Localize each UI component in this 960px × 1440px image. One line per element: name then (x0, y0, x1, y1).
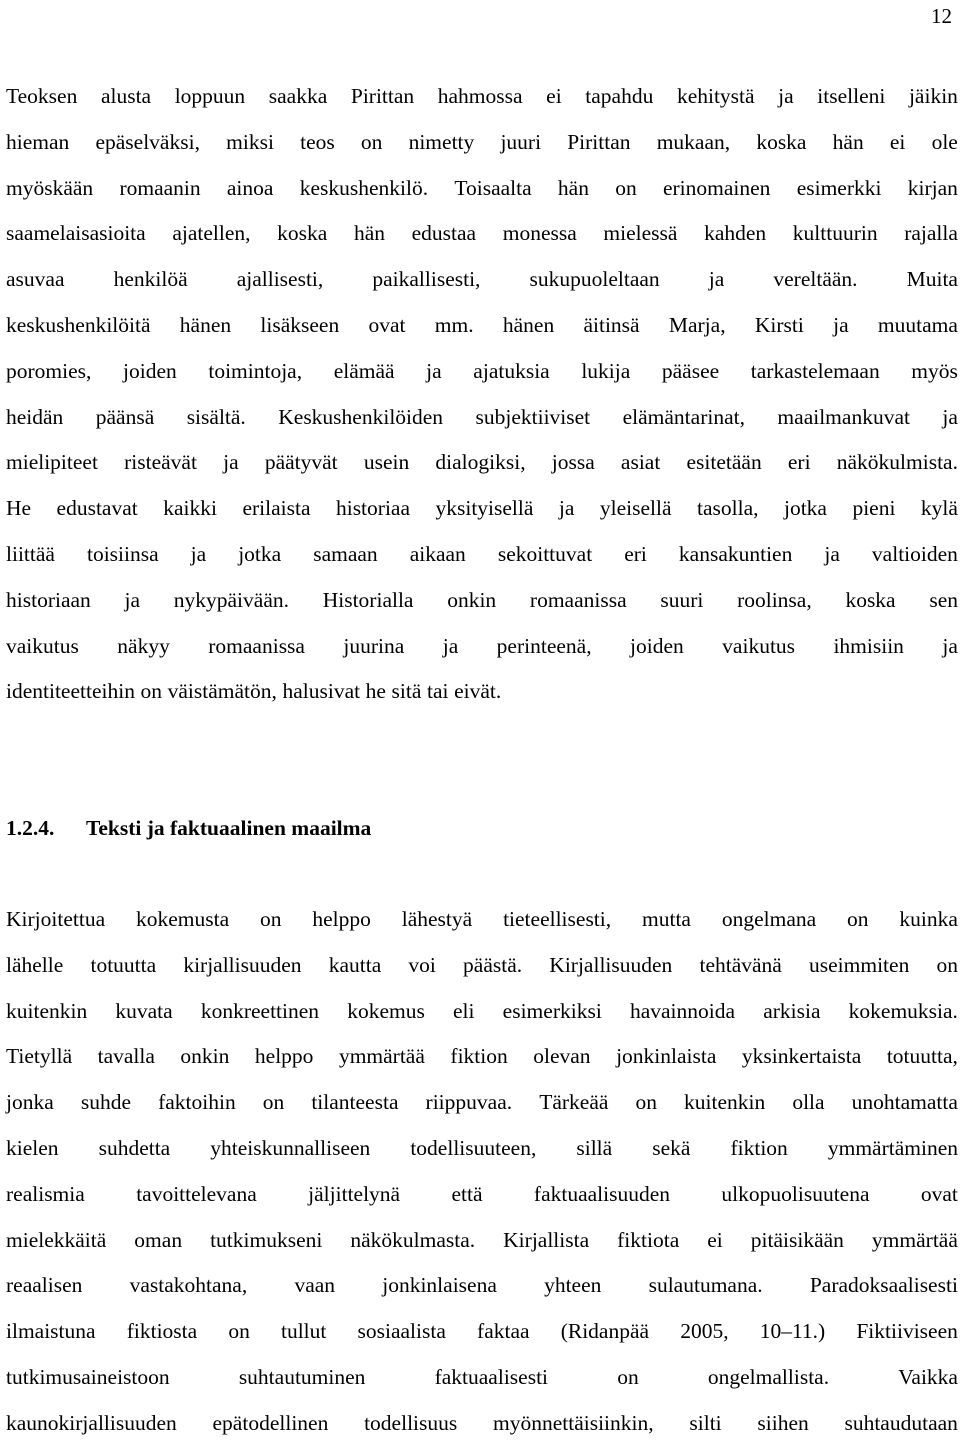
word: ymmärtäminen (827, 1136, 958, 1160)
word: on (228, 1319, 250, 1344)
word: historiaan (6, 587, 91, 612)
word: keskushenkilöitä (6, 313, 151, 337)
word: aikaan (409, 542, 466, 566)
word: poromies, (6, 358, 92, 383)
word: risteävät (124, 450, 197, 475)
word: vaikutus (6, 633, 79, 658)
word: yhteen (544, 1273, 602, 1298)
word: helppo (254, 1044, 314, 1069)
word: onkin (180, 1044, 230, 1069)
word: kuvata (115, 998, 173, 1023)
word: mielessä (603, 221, 678, 246)
word: kokemus (347, 998, 425, 1023)
word: realismia (6, 1181, 85, 1206)
word: todellisuuteen, (410, 1136, 537, 1160)
word: jonkinlaisena (382, 1273, 497, 1298)
word: jäljittelynä (308, 1181, 401, 1206)
word: ilmaistuna (6, 1319, 96, 1344)
word: ei (889, 129, 906, 154)
word: tapahdu (585, 84, 654, 108)
word: koska (756, 129, 807, 154)
word: hahmossa (437, 84, 523, 108)
word: kansakuntien (678, 542, 793, 566)
word: He (6, 496, 32, 521)
word: on (260, 907, 282, 931)
word: romaanissa (529, 587, 627, 612)
word: kuitenkin (684, 1090, 766, 1115)
word: että (451, 1181, 483, 1206)
word: vaikutus (722, 633, 796, 658)
word: ymmärtää (871, 1227, 958, 1252)
word: kirjan (907, 175, 958, 200)
word: reaalisen (6, 1273, 83, 1298)
text-line (6, 311, 958, 339)
word: faktuaalisuuden (533, 1181, 671, 1206)
word: jonka (6, 1090, 54, 1115)
text-line (6, 1363, 958, 1391)
word: Kirjallista (503, 1227, 590, 1252)
word: Muita (906, 267, 958, 292)
text-line (6, 540, 958, 568)
word: suhdetta (98, 1136, 171, 1160)
word: ymmärtää (338, 1044, 425, 1069)
word: ja (124, 587, 141, 612)
word: ongelmallista. (707, 1365, 830, 1389)
word: ja (942, 404, 958, 429)
word: hän (832, 129, 864, 154)
word: Tietyllä (6, 1044, 73, 1069)
word: on (847, 907, 869, 931)
word: Paradoksaalisesti (809, 1273, 958, 1298)
word: kehitystä (676, 84, 755, 108)
section-title: Teksti ja faktuaalinen maailma (86, 816, 372, 840)
text-line (6, 403, 958, 431)
word: jossa (551, 450, 595, 475)
word: faktaa (477, 1319, 530, 1344)
word: riippuvaa. (425, 1090, 513, 1115)
word: nimetty (408, 129, 475, 154)
word: jotka (783, 496, 827, 521)
word: kirjallisuuden (183, 952, 302, 977)
word: hän (353, 221, 385, 246)
word: romaanin (119, 175, 201, 200)
word: liittää (6, 542, 55, 566)
section-heading (6, 814, 371, 842)
word: sosiaalista (357, 1319, 446, 1344)
word: esimerkiksi (502, 998, 602, 1023)
word: suuri (660, 587, 704, 612)
word: ja (778, 84, 794, 108)
word: havainnoida (629, 998, 736, 1023)
word: suhtautuminen (238, 1365, 366, 1389)
word: sukupuoleltaan (529, 267, 660, 292)
word: suhtaudutaan (844, 1410, 958, 1435)
word: fiktiosta (126, 1319, 198, 1344)
word: sekoittuvat (497, 542, 593, 566)
word: hänen (502, 313, 555, 337)
word: vaan (294, 1273, 336, 1298)
word: tarkastelemaan (750, 358, 880, 383)
word: on (615, 175, 637, 200)
page-number: 12 (931, 4, 952, 28)
word: Pirittan (567, 129, 631, 154)
word: Kirsti (754, 313, 804, 337)
word: valtioiden (871, 542, 958, 566)
word: unohtamatta (851, 1090, 958, 1115)
word: olevan (533, 1044, 591, 1069)
word: historiaa (335, 496, 411, 521)
text-line (6, 1409, 958, 1437)
word: (Ridanpää (560, 1319, 650, 1344)
word: paikallisesti, (372, 267, 481, 292)
word: tutkimukseni (210, 1227, 323, 1252)
word: on (617, 1365, 639, 1389)
word: ajatellen, (172, 221, 251, 246)
word: hänen (179, 313, 232, 337)
word: esitetään (686, 450, 762, 475)
word: kuinka (899, 907, 958, 931)
word: sen (929, 587, 958, 612)
word: Tärkeää (539, 1090, 609, 1115)
word: mielekkäitä (6, 1227, 107, 1252)
word: miksi (226, 129, 274, 154)
word: toisiinsa (86, 542, 159, 566)
word: tai (426, 679, 449, 704)
word: on (262, 1090, 285, 1115)
word: yksityisellä (435, 496, 534, 521)
word: Kirjoitettua (6, 907, 106, 931)
word: saamelaisasioita (6, 221, 146, 246)
word: teos (300, 129, 335, 154)
text-line (6, 632, 958, 660)
word: onkin (447, 587, 497, 612)
word: olla (792, 1090, 825, 1115)
word: lähestyä (401, 907, 473, 931)
text-line (6, 219, 958, 247)
text-line (6, 1226, 958, 1254)
word: vastakohtana, (129, 1273, 248, 1298)
word: pieni (852, 496, 896, 521)
word: itselleni (817, 84, 886, 108)
word: Historialla (322, 587, 414, 612)
word: useimmiten (809, 952, 910, 977)
word: erilaista (242, 496, 311, 521)
word: myös (911, 358, 958, 383)
word: mm. (434, 313, 474, 337)
word: äitinsä (583, 313, 640, 337)
word: ole (931, 129, 958, 154)
word: hän (557, 175, 589, 200)
word: faktuaalisesti (434, 1365, 549, 1389)
text-line (6, 494, 958, 522)
word: oman (134, 1227, 183, 1252)
word: tavalla (97, 1044, 155, 1069)
word: tavoittelevana (136, 1181, 257, 1206)
word: myöskään (6, 175, 94, 200)
word: he (365, 679, 386, 704)
word: lähelle (6, 952, 64, 977)
word: asuvaa (6, 267, 65, 292)
word: sitä (391, 679, 422, 704)
word: monessa (502, 221, 577, 246)
word: alusta (100, 84, 152, 108)
word: ja (558, 496, 575, 521)
word: ja (223, 450, 239, 475)
word: epätodellinen (212, 1410, 329, 1435)
word: voi (408, 952, 436, 977)
word: myönnettäisiinkin, (492, 1410, 654, 1435)
word: joiden (123, 358, 177, 383)
word: konkreettinen (200, 998, 320, 1023)
word: totuutta, (886, 1044, 958, 1069)
word: ovat (920, 1181, 958, 1206)
word: kulttuurin (792, 221, 878, 246)
word: kylä (920, 496, 958, 521)
text-line (6, 265, 958, 293)
word: perinteenä, (496, 633, 592, 658)
word: tutkimusaineistoon (6, 1365, 170, 1389)
word: yksinkertaista (741, 1044, 862, 1069)
word: faktoihin (158, 1090, 236, 1115)
word: epäselväksi, (95, 129, 200, 154)
text-line (6, 82, 958, 110)
word: eli (453, 998, 475, 1023)
word: sillä (576, 1136, 613, 1160)
word: helppo (312, 907, 371, 931)
text-line (6, 951, 958, 979)
word: yleisellä (599, 496, 672, 521)
word: näkyy (117, 633, 170, 658)
word: kautta (328, 952, 382, 977)
text-line (6, 357, 958, 385)
word: vereltään. (773, 267, 858, 292)
word: päästä. (463, 952, 523, 977)
word: ja (190, 542, 207, 566)
word: tieteellisesti, (503, 907, 612, 931)
word: mukaan, (656, 129, 731, 154)
word: tilanteesta (311, 1090, 399, 1115)
word: rajalla (904, 221, 958, 246)
word: lukija (581, 358, 631, 383)
text-line (6, 1180, 958, 1208)
word: subjektiiviset (475, 404, 591, 429)
word: ajatuksia (473, 358, 550, 383)
word: kaunokirjallisuuden (6, 1410, 177, 1435)
word: on (936, 952, 958, 977)
word: loppuun (174, 84, 246, 108)
word: ja (426, 358, 442, 383)
word: ja (833, 313, 849, 337)
word: on (635, 1090, 657, 1115)
word: Keskushenkilöiden (278, 404, 444, 429)
word: Fiktiiviseen (856, 1319, 958, 1344)
word: saakka (268, 84, 328, 108)
word: ja (442, 633, 459, 658)
word: usein (363, 450, 410, 475)
word: tehtävänä (699, 952, 782, 977)
word: maailmankuvat (777, 404, 910, 429)
text-line (6, 1134, 958, 1162)
word: edustaa (411, 221, 477, 246)
text-line (6, 997, 958, 1025)
word: erinomainen (662, 175, 771, 200)
word: kaikki (163, 496, 217, 521)
word: sekä (652, 1136, 691, 1160)
word: päänsä (95, 404, 155, 429)
word: elämäntarinat, (622, 404, 745, 429)
word: koska (845, 587, 896, 612)
word: suhde (80, 1090, 132, 1115)
text-line (6, 174, 958, 202)
word: ongelmana (721, 907, 817, 931)
word: pitäisikään (750, 1227, 844, 1252)
word: asiat (620, 450, 661, 475)
word: koska (277, 221, 328, 246)
text-line (6, 128, 958, 156)
word: eivät. (454, 679, 502, 704)
word: ihmisiin (833, 633, 904, 658)
word: 10–11.) (759, 1319, 826, 1344)
word: mielipiteet (6, 450, 98, 475)
word: todellisuus (364, 1410, 458, 1435)
word: on (140, 679, 163, 704)
word: väistämätön, (167, 679, 277, 704)
word: Teoksen (6, 84, 78, 108)
word: ei (546, 84, 562, 108)
word: ja (824, 542, 840, 566)
section-number: 1.2.4. (6, 816, 55, 840)
word: samaan (313, 542, 378, 566)
word: joiden (630, 633, 684, 658)
word: roolinsa, (737, 587, 812, 612)
word: jäikin (908, 84, 958, 108)
word: heidän (6, 404, 64, 429)
word: jonkinlaista (616, 1044, 717, 1069)
word: hieman (6, 129, 70, 154)
word: ovat (368, 313, 406, 337)
word: pääsee (661, 358, 720, 383)
word: eri (624, 542, 647, 566)
word: näkökulmasta. (350, 1227, 476, 1252)
word: ajallisesti, (236, 267, 324, 292)
word: identiteetteihin (6, 679, 135, 704)
word: tullut (280, 1319, 327, 1344)
word: kokemusta (135, 907, 230, 931)
word: silti (689, 1410, 722, 1435)
word: ei (707, 1227, 723, 1252)
word: fiktion (450, 1044, 508, 1069)
word: näkökulmista. (836, 450, 958, 475)
word: sulautumana. (648, 1273, 763, 1298)
text-line (6, 586, 958, 614)
word: mutta (642, 907, 691, 931)
word: fiktion (730, 1136, 788, 1160)
word: kuitenkin (6, 998, 88, 1023)
word: nykypäivään. (173, 587, 289, 612)
word: Pirittan (350, 84, 415, 108)
word: Toisaalta (454, 175, 532, 200)
word: siihen (757, 1410, 809, 1435)
word: romaanissa (208, 633, 305, 658)
text-line (6, 1317, 958, 1345)
word: tasolla, (697, 496, 759, 521)
word: sisältä. (186, 404, 246, 429)
word: muutama (877, 313, 958, 337)
word: keskushenkilö. (299, 175, 429, 200)
word: on (360, 129, 383, 154)
word: halusivat (282, 679, 361, 704)
word: ja (708, 267, 725, 292)
word: esimerkki (796, 175, 882, 200)
word: yhteiskunnalliseen (210, 1136, 371, 1160)
word: ainoa (226, 175, 274, 200)
word: lisäkseen (260, 313, 340, 337)
word: ulkopuolisuutena (721, 1181, 870, 1206)
word: Marja, (668, 313, 726, 337)
word: ja (942, 633, 958, 658)
word: 2005, (680, 1319, 729, 1344)
word: kahden (704, 221, 767, 246)
word: juurina (343, 633, 405, 658)
word: kielen (6, 1136, 59, 1160)
word: henkilöä (113, 267, 188, 292)
text-line (6, 1042, 958, 1070)
word: jotka (238, 542, 282, 566)
word: edustavat (56, 496, 138, 521)
word: toimintoja, (208, 358, 303, 383)
text-line (6, 448, 958, 476)
text-line (6, 1088, 958, 1116)
word: elämää (333, 358, 395, 383)
word: Vaikka (898, 1365, 958, 1389)
word: Kirjallisuuden (549, 952, 673, 977)
text-line (6, 905, 958, 933)
word: päätyvät (264, 450, 338, 475)
word: arkisia (763, 998, 821, 1023)
word: kokemuksia. (848, 998, 958, 1023)
word: dialogiksi, (435, 450, 526, 475)
word: eri (787, 450, 811, 475)
text-line (6, 677, 958, 705)
word: juuri (500, 129, 542, 154)
text-line (6, 1271, 958, 1299)
word: totuutta (90, 952, 157, 977)
word: fiktiota (617, 1227, 680, 1252)
